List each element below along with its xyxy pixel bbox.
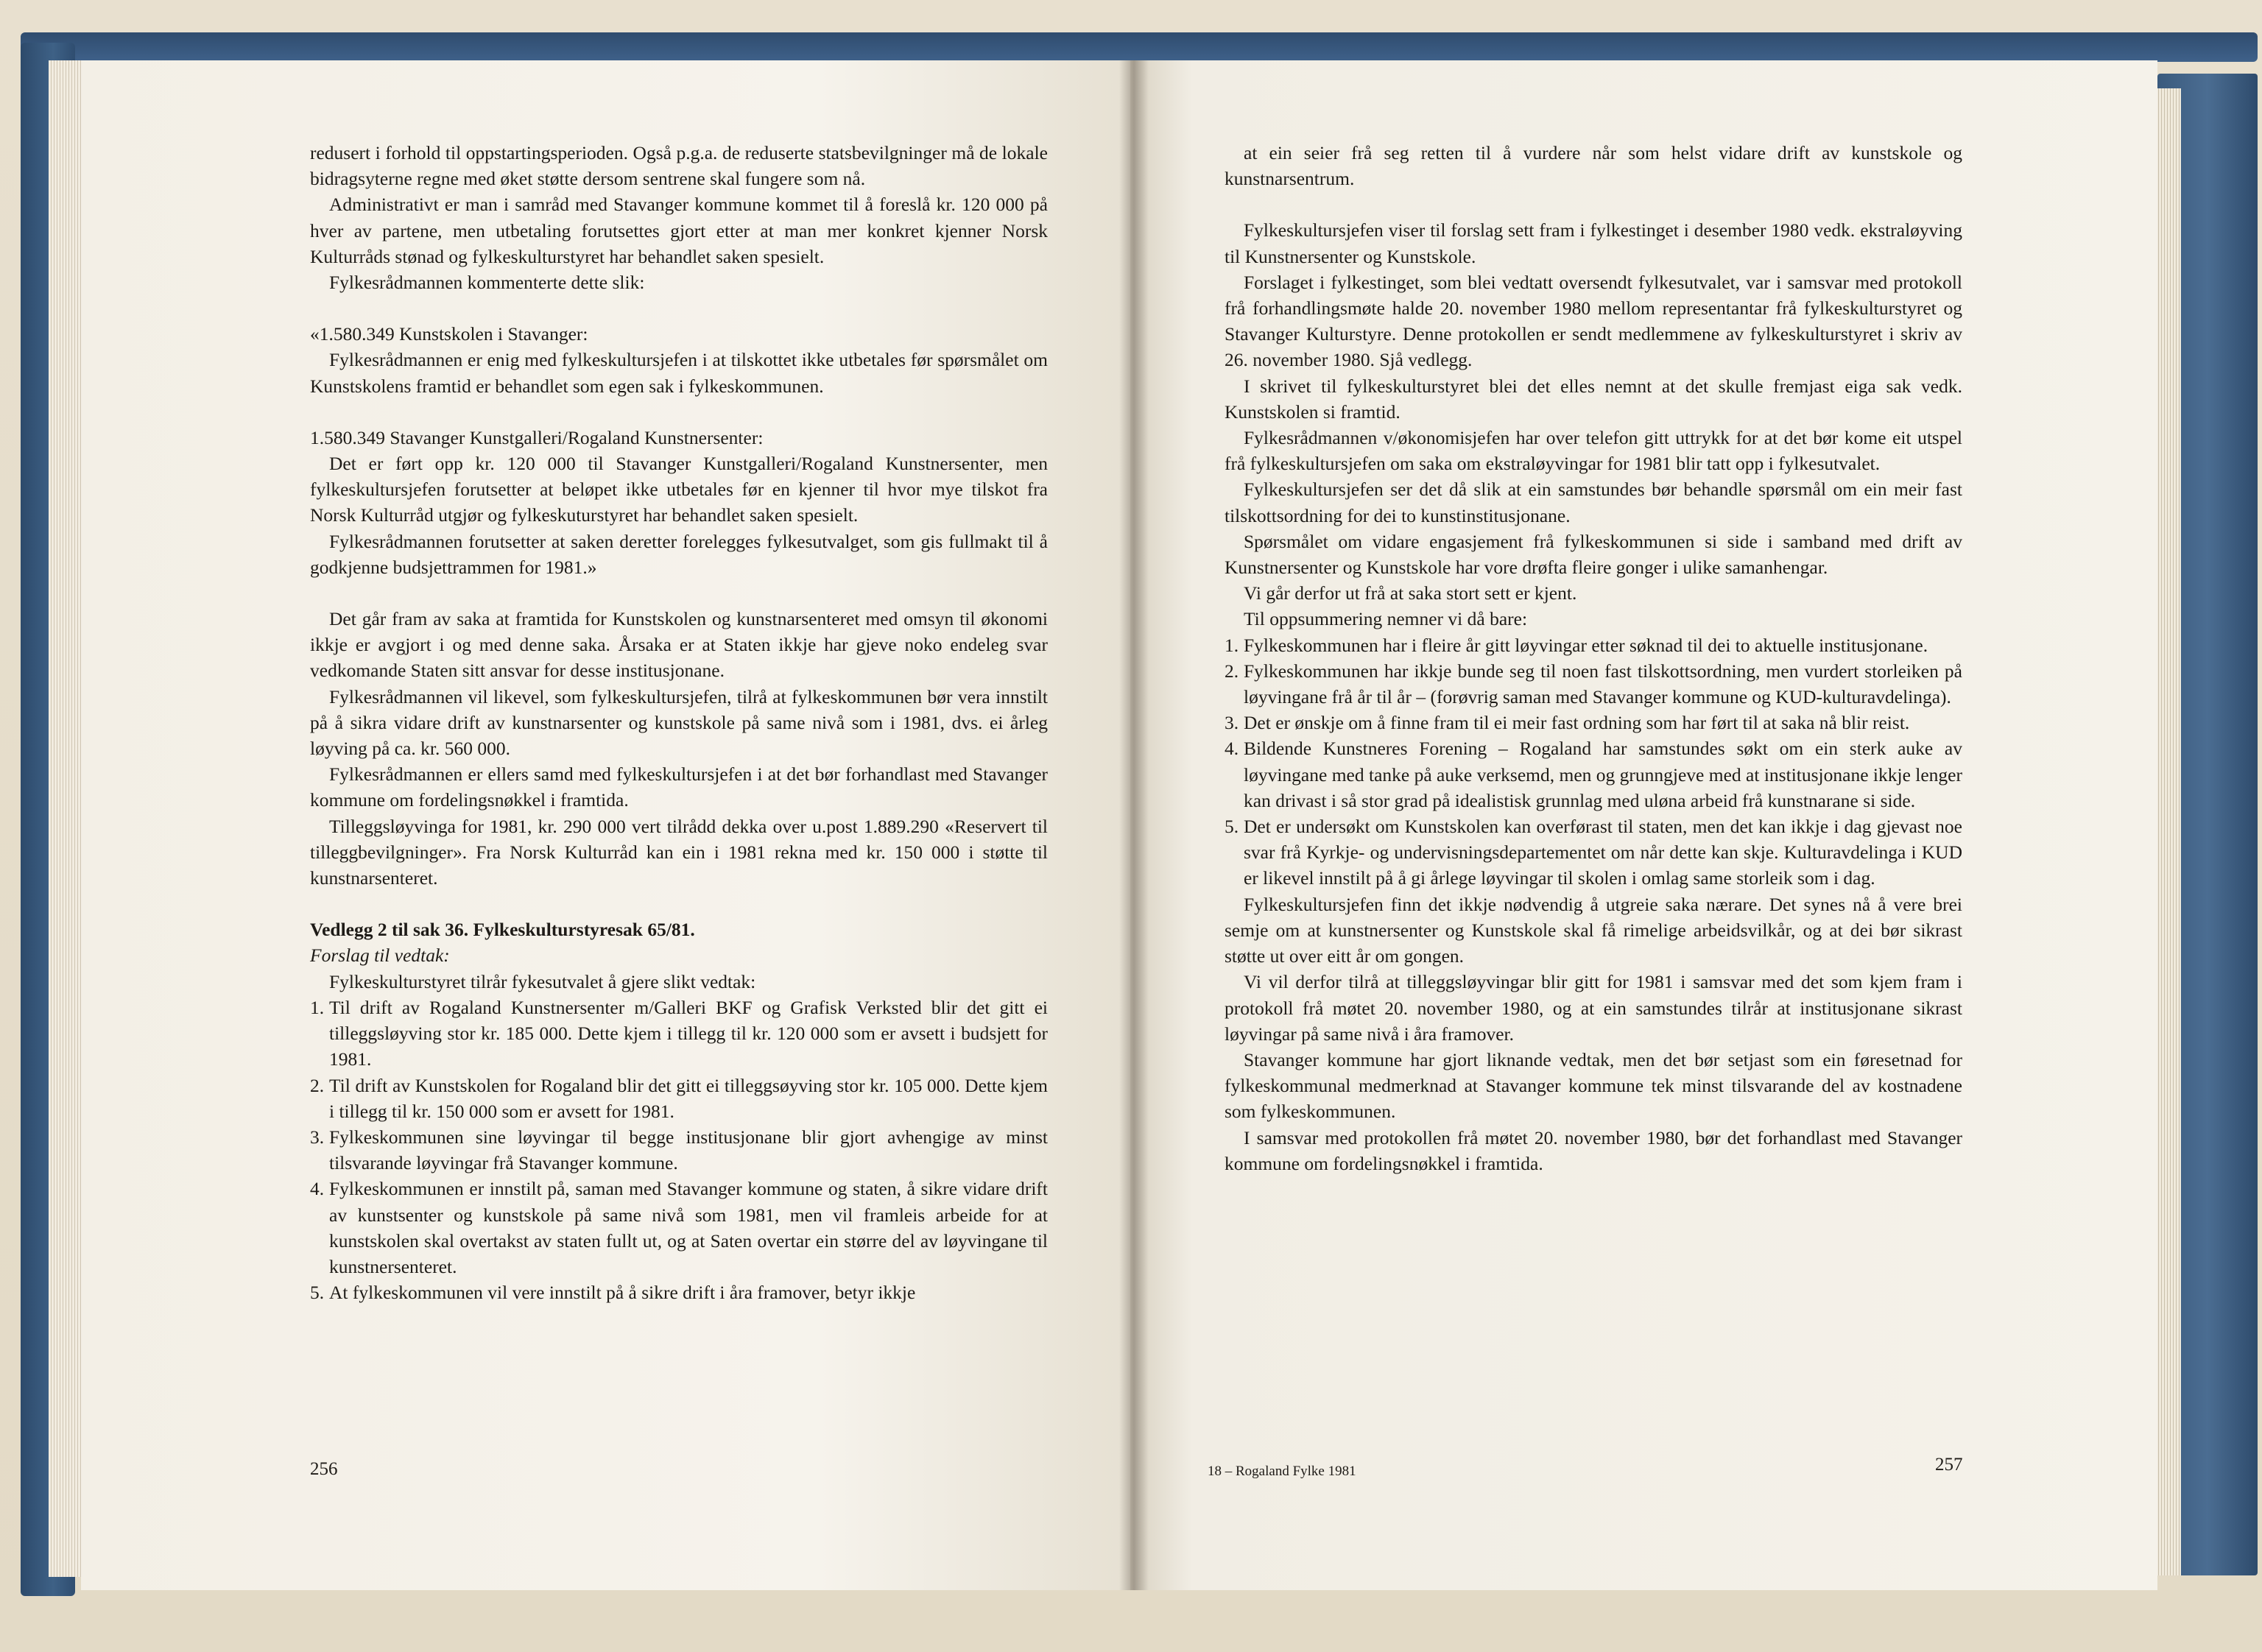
left-decision-list bbox=[310, 995, 1048, 1305]
paragraph: Fylkesrådmannen er ellers samd med fylkeskultursjefen i at det bør forhandlast med Stavanger kommune om fordelingsnøkkel i framtida. bbox=[310, 763, 1048, 811]
paragraph: Tilleggsløyvinga for 1981, kr. 290 000 vert tilrådd dekka over u.post 1.889.290 «Reservert til tilleggbevilgninger». Fra Norsk Kulturråd kan ein i 1981 rekna med kr. 150 000 i støtte til kunstnarsenteret. bbox=[310, 815, 1048, 889]
paragraph-gap bbox=[310, 891, 1048, 917]
list-item-number: 2. bbox=[1225, 660, 1239, 682]
paragraph: at ein seier frå seg retten til å vurdere når som helst vidare drift av kunstskole og kunstnarsentrum. bbox=[1225, 142, 1962, 190]
paragraph: Fylkesrådmannen forutsetter at saken deretter forelegges fylkesutvalget, som gis fullmakt til å godkjenne budsjettrammen for 1981.» bbox=[310, 530, 1048, 578]
paragraph: Fylkeskultursjefen ser det då slik at ein samstundes bør behandle spørsmål om ein meir fast tilskottsordning for dei to kunstinstitusjonane. bbox=[1225, 479, 1962, 526]
book-gutter bbox=[1119, 60, 1149, 1590]
right-page-text bbox=[1225, 140, 1962, 1176]
list-item-number: 3. bbox=[310, 1126, 325, 1148]
paragraph: Administrativt er man i samråd med Stavanger kommune kommet til å foreslå kr. 120 000 på hver av partene, men utbetaling forutsettes gjort etter at man mer konkret kjenner Norsk Kulturråds stønad og fylkeskulturstyret har behandlet saken spesielt. bbox=[310, 194, 1048, 267]
subheading: Forslag til vedtak: bbox=[310, 945, 450, 967]
paragraph-gap bbox=[310, 580, 1048, 606]
page-number-right: 257 bbox=[1935, 1455, 1963, 1475]
list-item-number: 1. bbox=[310, 996, 325, 1018]
list-item-text: Bildende Kunstneres Forening – Rogaland har samstundes søkt om ein sterk auke av løyvingane med tanke på auke verksemd, men og grunngjeve med at institusjonane ikkje lenger kan drivast i så stor grad på idealistisk grunnlag med uløna arbeid frå kunstnarane si side. bbox=[1244, 738, 1962, 811]
paragraph: Det er ført opp kr. 120 000 til Stavanger Kunstgalleri/Rogaland Kunstnersenter, men fylkeskultursjefen forutsetter at beløpet ikke utbetales før en kjenner til hvor mye tilskot fra Norsk Kulturråd utgjør og fylkeskuturstyret har behandlet saken spesielt. bbox=[310, 453, 1048, 526]
list-item bbox=[1225, 710, 1962, 735]
paragraph-gap bbox=[310, 399, 1048, 425]
paragraph: Vi går derfor ut frå at saka stort sett er kjent. bbox=[1244, 582, 1577, 604]
list-item-text: Fylkeskommunen har i fleire år gitt løyvingar etter søknad til dei to aktuelle institusjonane. bbox=[1244, 634, 1928, 656]
right-summary-list bbox=[1225, 632, 1962, 892]
paragraph: Det går fram av saka at framtida for Kunstskolen og kunstnarsenteret med omsyn til økonomi ikkje er avgjort i og med denne saka. Årsaka er at Staten ikkje har gjeve noko endeleg svar vedkomande Staten sitt ansvar for desse institusjonane. bbox=[310, 608, 1048, 682]
paragraph: I samsvar med protokollen frå møtet 20. november 1980, bør det forhandlast med Stavanger kommune om fordelingsnøkkel i framtida. bbox=[1225, 1126, 1962, 1174]
list-item-text: Fylkeskommunen er innstilt på, saman med Stavanger kommune og staten, å sikre vidare drift av kunstsenter og kunstskole på same nivå som 1981, men vil framleis arbeide for at kunstskolen skal overtakst av staten fullt ut, og at Saten overtar ein større del av løyvingane til kunstnersenteret. bbox=[329, 1178, 1048, 1277]
paragraph: Vi vil derfor tilrå at tilleggsløyvingar blir gitt for 1981 i samsvar med det som kjem fram i protokoll frå møtet 20. november 1980, og at ein samstundes tilrår at institusjonane sikrast løyvingar på same nivå i åra framover. bbox=[1225, 971, 1962, 1045]
list-item-number: 2. bbox=[310, 1074, 325, 1096]
list-item-text: Til drift av Kunstskolen for Rogaland blir det gitt ei tilleggsøyving stor kr. 105 000. Dette kjem i tillegg til kr. 150 000 som er avsett for 1981. bbox=[329, 1074, 1048, 1122]
list-item bbox=[1225, 735, 1962, 813]
page-number-left: 256 bbox=[310, 1459, 338, 1479]
paragraph: I skrivet til fylkeskulturstyret blei det elles nemnt at det skulle fremjast eiga sak vedk. Kunstskolen si framtid. bbox=[1225, 375, 1962, 423]
list-item bbox=[310, 1073, 1048, 1124]
paragraph: redusert i forhold til oppstartingsperioden. Også p.g.a. de reduserte statsbevilgninger må de lokale bidragsyterne regne med øket støtte dersom sentrene skal fungere som nå. bbox=[310, 142, 1048, 190]
paragraph: Fylkesrådmannen vil likevel, som fylkeskultursjefen, tilrå at fylkeskommunen bør vera innstilt på å sikra vidare drift av kunstnarsenter og kunstskole på same nivå som i 1981, dvs. ei årleg løyving på ca. kr. 560 000. bbox=[310, 685, 1048, 760]
paragraph: Fylkeskultursjefen finn det ikkje nødvendig å utgreie saka nærare. Det synes nå å vere brei semje om at kunstnersenter og Kunstskole skal få rimelige arbeidsvilkår, og at dei bør sikrast støtte ut over eitt år om gongen. bbox=[1225, 893, 1962, 967]
paragraph: Fylkesrådmannen er enig med fylkeskultursjefen i at tilskottet ikke utbetales før spørsmålet om Kunstskolens framtid er behandlet som egen sak i fylkeskommunen. bbox=[310, 349, 1048, 397]
paragraph: Fylkeskulturstyret tilrår fykesutvalet å gjere slikt vedtak: bbox=[329, 970, 756, 992]
list-item bbox=[1225, 632, 1962, 658]
paragraph-gap bbox=[1225, 191, 1962, 217]
list-item-number: 4. bbox=[310, 1178, 325, 1200]
left-paragraphs bbox=[310, 140, 1048, 995]
paragraph-gap bbox=[310, 295, 1048, 321]
list-item-text: Det er ønskje om å finne fram til ei meir fast ordning som har ført til at saka nå blir reist. bbox=[1244, 712, 1910, 734]
signature-footer: 18 – Rogaland Fylke 1981 bbox=[1208, 1464, 1356, 1479]
list-item-number: 4. bbox=[1225, 738, 1239, 760]
paragraph: Fylkeskultursjefen viser til forslag sett fram i fylkestinget i desember 1980 vedk. ekstraløyving til Kunstnersenter og Kunstskole. bbox=[1225, 219, 1962, 267]
list-item-number: 3. bbox=[1225, 712, 1239, 734]
list-item bbox=[310, 995, 1048, 1073]
paragraph: Stavanger kommune har gjort liknande vedtak, men det bør setjast som ein føresetnad for fylkeskommunal medmerknad at Stavanger kommune tek minst tilsvarande del av kostnadene som fylkeskommunen. bbox=[1225, 1048, 1962, 1123]
list-item bbox=[1225, 813, 1962, 892]
list-item-text: At fylkeskommunen vil vere innstilt på å sikre drift i åra framover, betyr ikkje bbox=[329, 1282, 916, 1304]
left-page-text bbox=[310, 140, 1048, 1305]
list-item-text: Fylkeskommunen har ikkje bunde seg til noen fast tilskottsordning, men vurdert storleiken på løyvingane frå år til år – (forøvrig saman med Stavanger kommune og KUD-kulturavdelinga). bbox=[1244, 660, 1962, 708]
list-item-number: 1. bbox=[1225, 634, 1239, 656]
paragraph: Til oppsummering nemner vi då bare: bbox=[1244, 608, 1528, 630]
book-cover-top bbox=[21, 32, 2258, 62]
list-item-text: Fylkeskommunen sine løyvingar til begge institusjonane blir gjort avhengige av minst tilsvarande løyvingar frå Stavanger kommune. bbox=[329, 1126, 1048, 1174]
paragraph: Spørsmålet om vidare engasjement frå fylkeskommunen si side i samband med drift av Kunstnersenter og Kunstskole har vore drøfta fleire gonger i ulike samanhengar. bbox=[1225, 530, 1962, 579]
list-item-text: Til drift av Rogaland Kunstnersenter m/Galleri BKF og Grafisk Verksted blir det gitt ei tilleggsløyving stor kr. 185 000. Dette kjem i tillegg til kr. 120 000 som er avsett i budsjett for 1981. bbox=[329, 996, 1048, 1070]
list-item-number: 5. bbox=[310, 1282, 325, 1304]
right-intro-paragraphs bbox=[1225, 140, 1962, 632]
list-item bbox=[310, 1124, 1048, 1176]
paragraph: Forslaget i fylkestinget, som blei vedtatt oversendt fylkesutvalet, var i samsvar med protokoll frå forhandlingsmøte halde 20. november 1980 mellom representantar frå fylkeskulturstyret og Stavanger Kulturstyre. Denne protokollen er sendt medlemmene av fylkeskulturstyret i skriv av 26. november 1980. Sjå vedlegg. bbox=[1225, 271, 1962, 371]
list-item-number: 5. bbox=[1225, 816, 1239, 838]
list-item bbox=[1225, 658, 1962, 710]
list-item bbox=[310, 1176, 1048, 1279]
list-item-text: Det er undersøkt om Kunstskolen kan overførast til staten, men det kan ikkje i dag gjevast noe svar frå Kyrkje- og undervisningsdepartementet om når dette kan skje. Kulturavdelinga i KUD er likevel innstilt på å gi årlege løyvingar til skolen i omlag same storleik som i dag. bbox=[1244, 816, 1962, 889]
paragraph: 1.580.349 Stavanger Kunstgalleri/Rogaland Kunstnersenter: bbox=[310, 426, 764, 448]
paragraph: Fylkesrådmannen v/økonomisjefen har over telefon gitt uttrykk for at det bør kome eit utspel frå fylkeskultursjefen om saka om ekstraløyvingar for 1981 blir tatt opp i fylkesutvalet. bbox=[1225, 427, 1962, 475]
right-closing-paragraphs bbox=[1225, 892, 1962, 1176]
list-item bbox=[310, 1279, 1048, 1305]
section-heading: Vedlegg 2 til sak 36. Fylkeskulturstyresak 65/81. bbox=[310, 919, 695, 941]
paragraph: Fylkesrådmannen kommenterte dette slik: bbox=[329, 272, 645, 294]
paragraph: «1.580.349 Kunstskolen i Stavanger: bbox=[310, 323, 588, 345]
